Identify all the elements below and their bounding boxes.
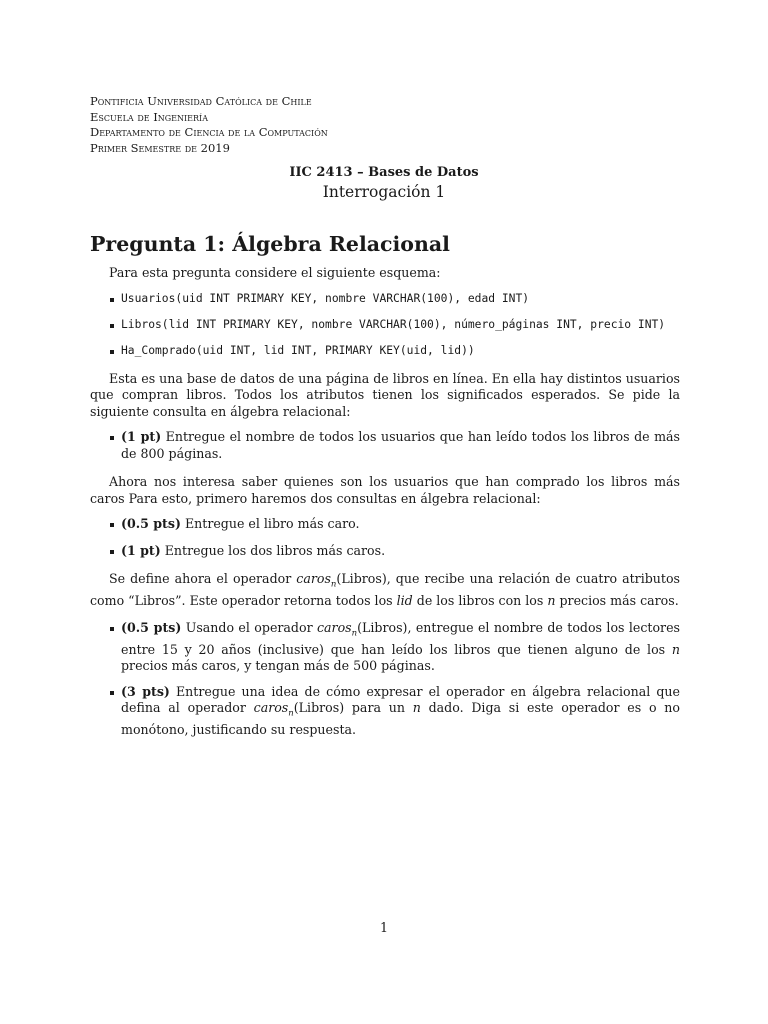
task-item-3 (90, 543, 680, 560)
operator-subscript: n (288, 708, 294, 719)
task-points: (0.5 pts) (121, 619, 182, 635)
course-title: IIC 2413 – Bases de Datos (289, 165, 479, 180)
expensive-books-paragraph: Ahora nos interesa saber quienes son los usuarios que han comprado los libros más caros Para esto, primero haremos dos consultas en álgebra relacional: (90, 474, 680, 506)
title-block (0, 164, 768, 202)
bullet-icon (110, 324, 114, 328)
schema-item-libros (90, 317, 680, 333)
n-variable: n (547, 593, 556, 609)
task-points: (3 pts) (121, 683, 170, 699)
text-segment: precios más caros. (555, 593, 679, 609)
text-segment: Se define ahora el operador (109, 571, 297, 586)
task-text: Entregue el nombre de todos los usuarios que han leído todos los libros de más de 800 páginas. (121, 429, 680, 461)
bullet-icon (110, 523, 114, 527)
text-segment: Entregue una idea de cómo expresar el operador en álgebra relacional que defina al operador (121, 683, 680, 716)
schema-text: Ha_Comprado(uid INT, lid INT, PRIMARY KEY(uid, lid)) (121, 343, 475, 357)
description-paragraph: Esta es una base de datos de una página de libros en línea. En ella hay distintos usuarios que compran libros. Todos los atributos tienen los significados esperados. Se pide la siguiente consulta en álgebra relacional: (90, 370, 680, 419)
document-header (90, 94, 328, 156)
bullet-icon (110, 550, 114, 554)
school-name: Escuela de Ingeniería (90, 109, 208, 124)
task-text: Entregue los dos libros más caros. (164, 542, 386, 558)
task-item-2 (90, 516, 680, 533)
text-segment: (Libros), entregue el nombre de todos los lectores entre 15 y 20 años (inclusive) que han leído los libros que tienen alguno de los (121, 619, 680, 657)
n-variable: n (412, 700, 421, 716)
schema-item-ha-comprado (90, 343, 680, 359)
text-segment: (Libros), que recibe una relación de cuatro atributos como “Libros”. Este operador retorna todos los (90, 571, 681, 609)
text-segment: de los libros con los (412, 593, 548, 609)
question-title: Pregunta 1: Álgebra Relacional (90, 232, 450, 256)
question-body (90, 265, 680, 739)
text-segment: (Libros) para un (293, 700, 413, 716)
department-name: Departamento de Ciencia de la Computación (90, 125, 328, 139)
operator-name: caros (253, 700, 289, 716)
task-item-5 (90, 684, 680, 739)
page-number: 1 (379, 920, 388, 935)
semester: Primer Semestre de 2019 (90, 140, 230, 155)
task-list-3 (90, 620, 680, 739)
text-segment: precios más caros, y tengan más de 500 páginas. (121, 658, 435, 674)
task-list-1 (90, 429, 680, 462)
text-segment: dado. Diga si este operador es o no monótono, justificando su respuesta. (121, 700, 680, 738)
bullet-icon (110, 436, 114, 440)
bullet-icon (110, 627, 114, 631)
task-points: (0.5 pts) (121, 516, 181, 531)
n-variable: n (671, 641, 680, 657)
task-list-2 (90, 516, 680, 559)
university-name: Pontificia Universidad Católica de Chile (90, 94, 312, 108)
task-item-1 (90, 429, 680, 462)
operator-name: caros (316, 619, 352, 635)
bullet-icon (110, 298, 114, 302)
task-text: Entregue el libro más caro. (184, 516, 360, 531)
bullet-icon (110, 350, 114, 354)
operator-name: caros (296, 571, 331, 586)
operator-subscript: n (330, 579, 337, 590)
operator-definition-paragraph (90, 571, 680, 610)
schema-list (90, 291, 680, 359)
task-item-4 (90, 620, 680, 675)
task-points: (1 pt) (121, 429, 162, 444)
exam-title: Interrogación 1 (322, 183, 446, 201)
schema-item-usuarios (90, 291, 680, 307)
bullet-icon (110, 691, 114, 695)
task-points: (1 pt) (121, 542, 161, 558)
lid-term: lid (396, 593, 413, 609)
text-segment: Usando el operador (185, 619, 317, 635)
schema-text: Libros(lid INT PRIMARY KEY, nombre VARCHAR(100), número_páginas INT, precio INT) (121, 317, 666, 331)
schema-text: Usuarios(uid INT PRIMARY KEY, nombre VARCHAR(100), edad INT) (121, 291, 530, 305)
intro-paragraph: Para esta pregunta considere el siguiente esquema: (109, 265, 441, 280)
operator-subscript: n (351, 628, 358, 639)
